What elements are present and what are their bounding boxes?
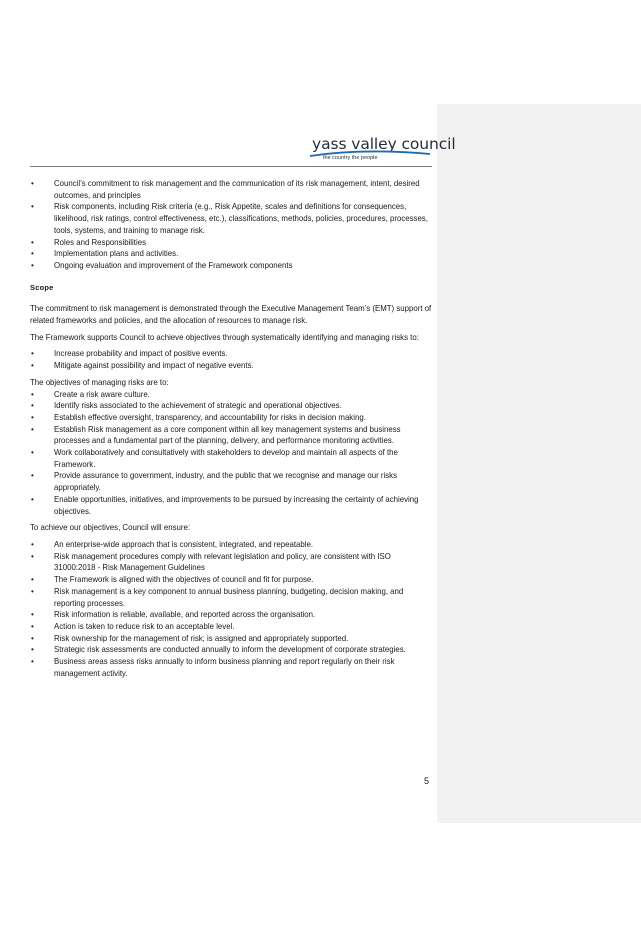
header-divider (30, 166, 432, 167)
framework-components-list (30, 178, 432, 272)
list-item: • Business areas assess risks annually to inform business planning and report regularly on their risk management activity. (30, 656, 432, 679)
council-logo (300, 135, 456, 165)
scope-paragraph-1: The commitment to risk management is demonstrated through the Executive Management Team’s (EMT) support of related frameworks and policies, and the allocation of resources to manage risk. (30, 304, 432, 326)
list-item: • Mitigate against possibility and impact of negative events. (30, 360, 432, 372)
logo-tagline: the country the people (323, 155, 378, 161)
list-item: • Enable opportunities, initiatives, and improvements to be pursued by increasing the certainty of achieving objectives. (30, 494, 432, 517)
objectives-list (30, 389, 432, 518)
list-item: • Risk components, including Risk criteria (e.g., Risk Appetite, scales and definitions for consequences, likelihood, risk ratings, control effectiveness, etc.), classifications, methods, policies, procedures, processes, tools, systems, and training to manage risk. (30, 201, 432, 236)
list-item: • Implementation plans and activities. (30, 248, 432, 260)
list-item: • Roles and Responsibilities (30, 237, 432, 249)
list-item: • An enterprise-wide approach that is consistent, integrated, and repeatable. (30, 539, 432, 551)
list-item: • Identify risks associated to the achievement of strategic and operational objectives. (30, 400, 432, 412)
logo-title: yass valley council (312, 135, 456, 153)
list-item: • Strategic risk assessments are conducted annually to inform the development of corporate strategies. (30, 644, 432, 656)
list-item: • Work collaboratively and consultatively with stakeholders to develop and maintain all aspects of the Framework. (30, 447, 432, 470)
list-item: • Ongoing evaluation and improvement of the Framework components (30, 260, 432, 272)
list-item: • Create a risk aware culture. (30, 389, 432, 401)
scope-heading: Scope (30, 282, 54, 292)
body-content (30, 178, 432, 679)
list-item: • Council’s commitment to risk management and the communication of its risk management, intent, desired outcomes, and principles (30, 178, 432, 201)
page-number: 5 (424, 776, 430, 786)
list-item: • Risk information is reliable, available, and reported across the organisation. (30, 609, 432, 621)
comment-pane (437, 104, 641, 823)
list-item: • Risk management procedures comply with relevant legislation and policy, are consistent with ISO 31000:2018 - Risk Management Guidelines (30, 551, 432, 574)
scope-paragraph-2: The Framework supports Council to achieve objectives through systematically identifying and managing risks to: (30, 332, 419, 342)
list-item: • Establish Risk management as a core component within all key management systems and business processes and a fundamental part of the planning, delivery, and performance monitoring activities. (30, 424, 432, 447)
list-item: • Provide assurance to government, industry, and the public that we recognise and manage our risks appropriately. (30, 470, 432, 493)
risk-goals-list (30, 348, 432, 371)
ensure-intro: To achieve our objectives, Council will ensure: (30, 523, 191, 533)
list-item: • Establish effective oversight, transparency, and accountability for risks in decision making. (30, 412, 432, 424)
list-item: • Increase probability and impact of positive events. (30, 348, 432, 360)
list-item: • Risk management is a key component to annual business planning, budgeting, decision making, and reporting processes. (30, 586, 432, 609)
list-item: • Action is taken to reduce risk to an acceptable level. (30, 621, 432, 633)
ensure-list (30, 539, 432, 679)
list-item: • The Framework is aligned with the objectives of council and fit for purpose. (30, 574, 432, 586)
objectives-intro: The objectives of managing risks are to: (30, 377, 169, 387)
list-item: • Risk ownership for the management of risk; is assigned and appropriately supported. (30, 633, 432, 645)
